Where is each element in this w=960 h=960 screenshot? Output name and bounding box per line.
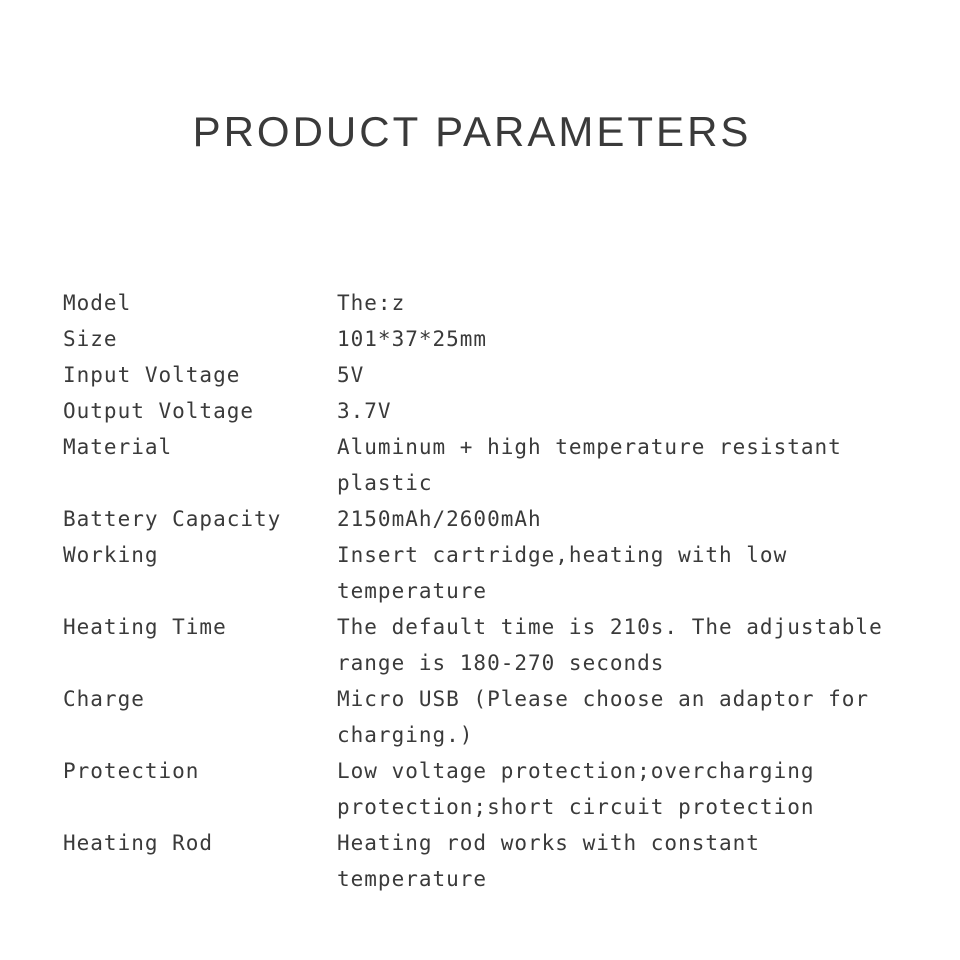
param-value: Insert cartridge,heating with low temperature [337,543,788,603]
param-label: Heating Rod [63,831,214,855]
param-value: 101*37*25mm [337,327,488,351]
param-row-protection [63,753,933,825]
param-value: Low voltage protection;overcharging protection;short circuit protection [337,759,815,819]
param-value: The default time is 210s. The adjustable range is 180-270 seconds [337,615,883,675]
param-label: Model [63,291,132,315]
param-row-model [63,285,933,321]
param-row-charge [63,681,933,753]
param-row-output-voltage [63,393,933,429]
param-value: The:z [337,291,406,315]
parameters-table [63,285,933,897]
param-label: Input Voltage [63,363,241,387]
param-row-battery-capacity [63,501,933,537]
param-row-working [63,537,933,609]
param-row-material [63,429,933,501]
param-label: Battery Capacity [63,507,282,531]
param-label: Charge [63,687,145,711]
param-row-size [63,321,933,357]
param-label: Protection [63,759,200,783]
page-title: PRODUCT PARAMETERS [192,108,752,155]
param-label: Working [63,543,159,567]
param-value: 5V [337,363,365,387]
param-label: Output Voltage [63,399,255,423]
param-row-heating-time [63,609,933,681]
param-value: 2150mAh/2600mAh [337,507,542,531]
param-label: Heating Time [63,615,227,639]
param-row-heating-rod [63,825,933,897]
param-value: 3.7V [337,399,392,423]
param-label: Material [63,435,173,459]
param-label: Size [63,327,118,351]
param-value: Heating rod works with constant temperature [337,831,760,891]
param-value: Micro USB (Please choose an adaptor for charging.) [337,687,870,747]
param-row-input-voltage [63,357,933,393]
param-value: Aluminum + high temperature resistant plastic [337,435,842,495]
